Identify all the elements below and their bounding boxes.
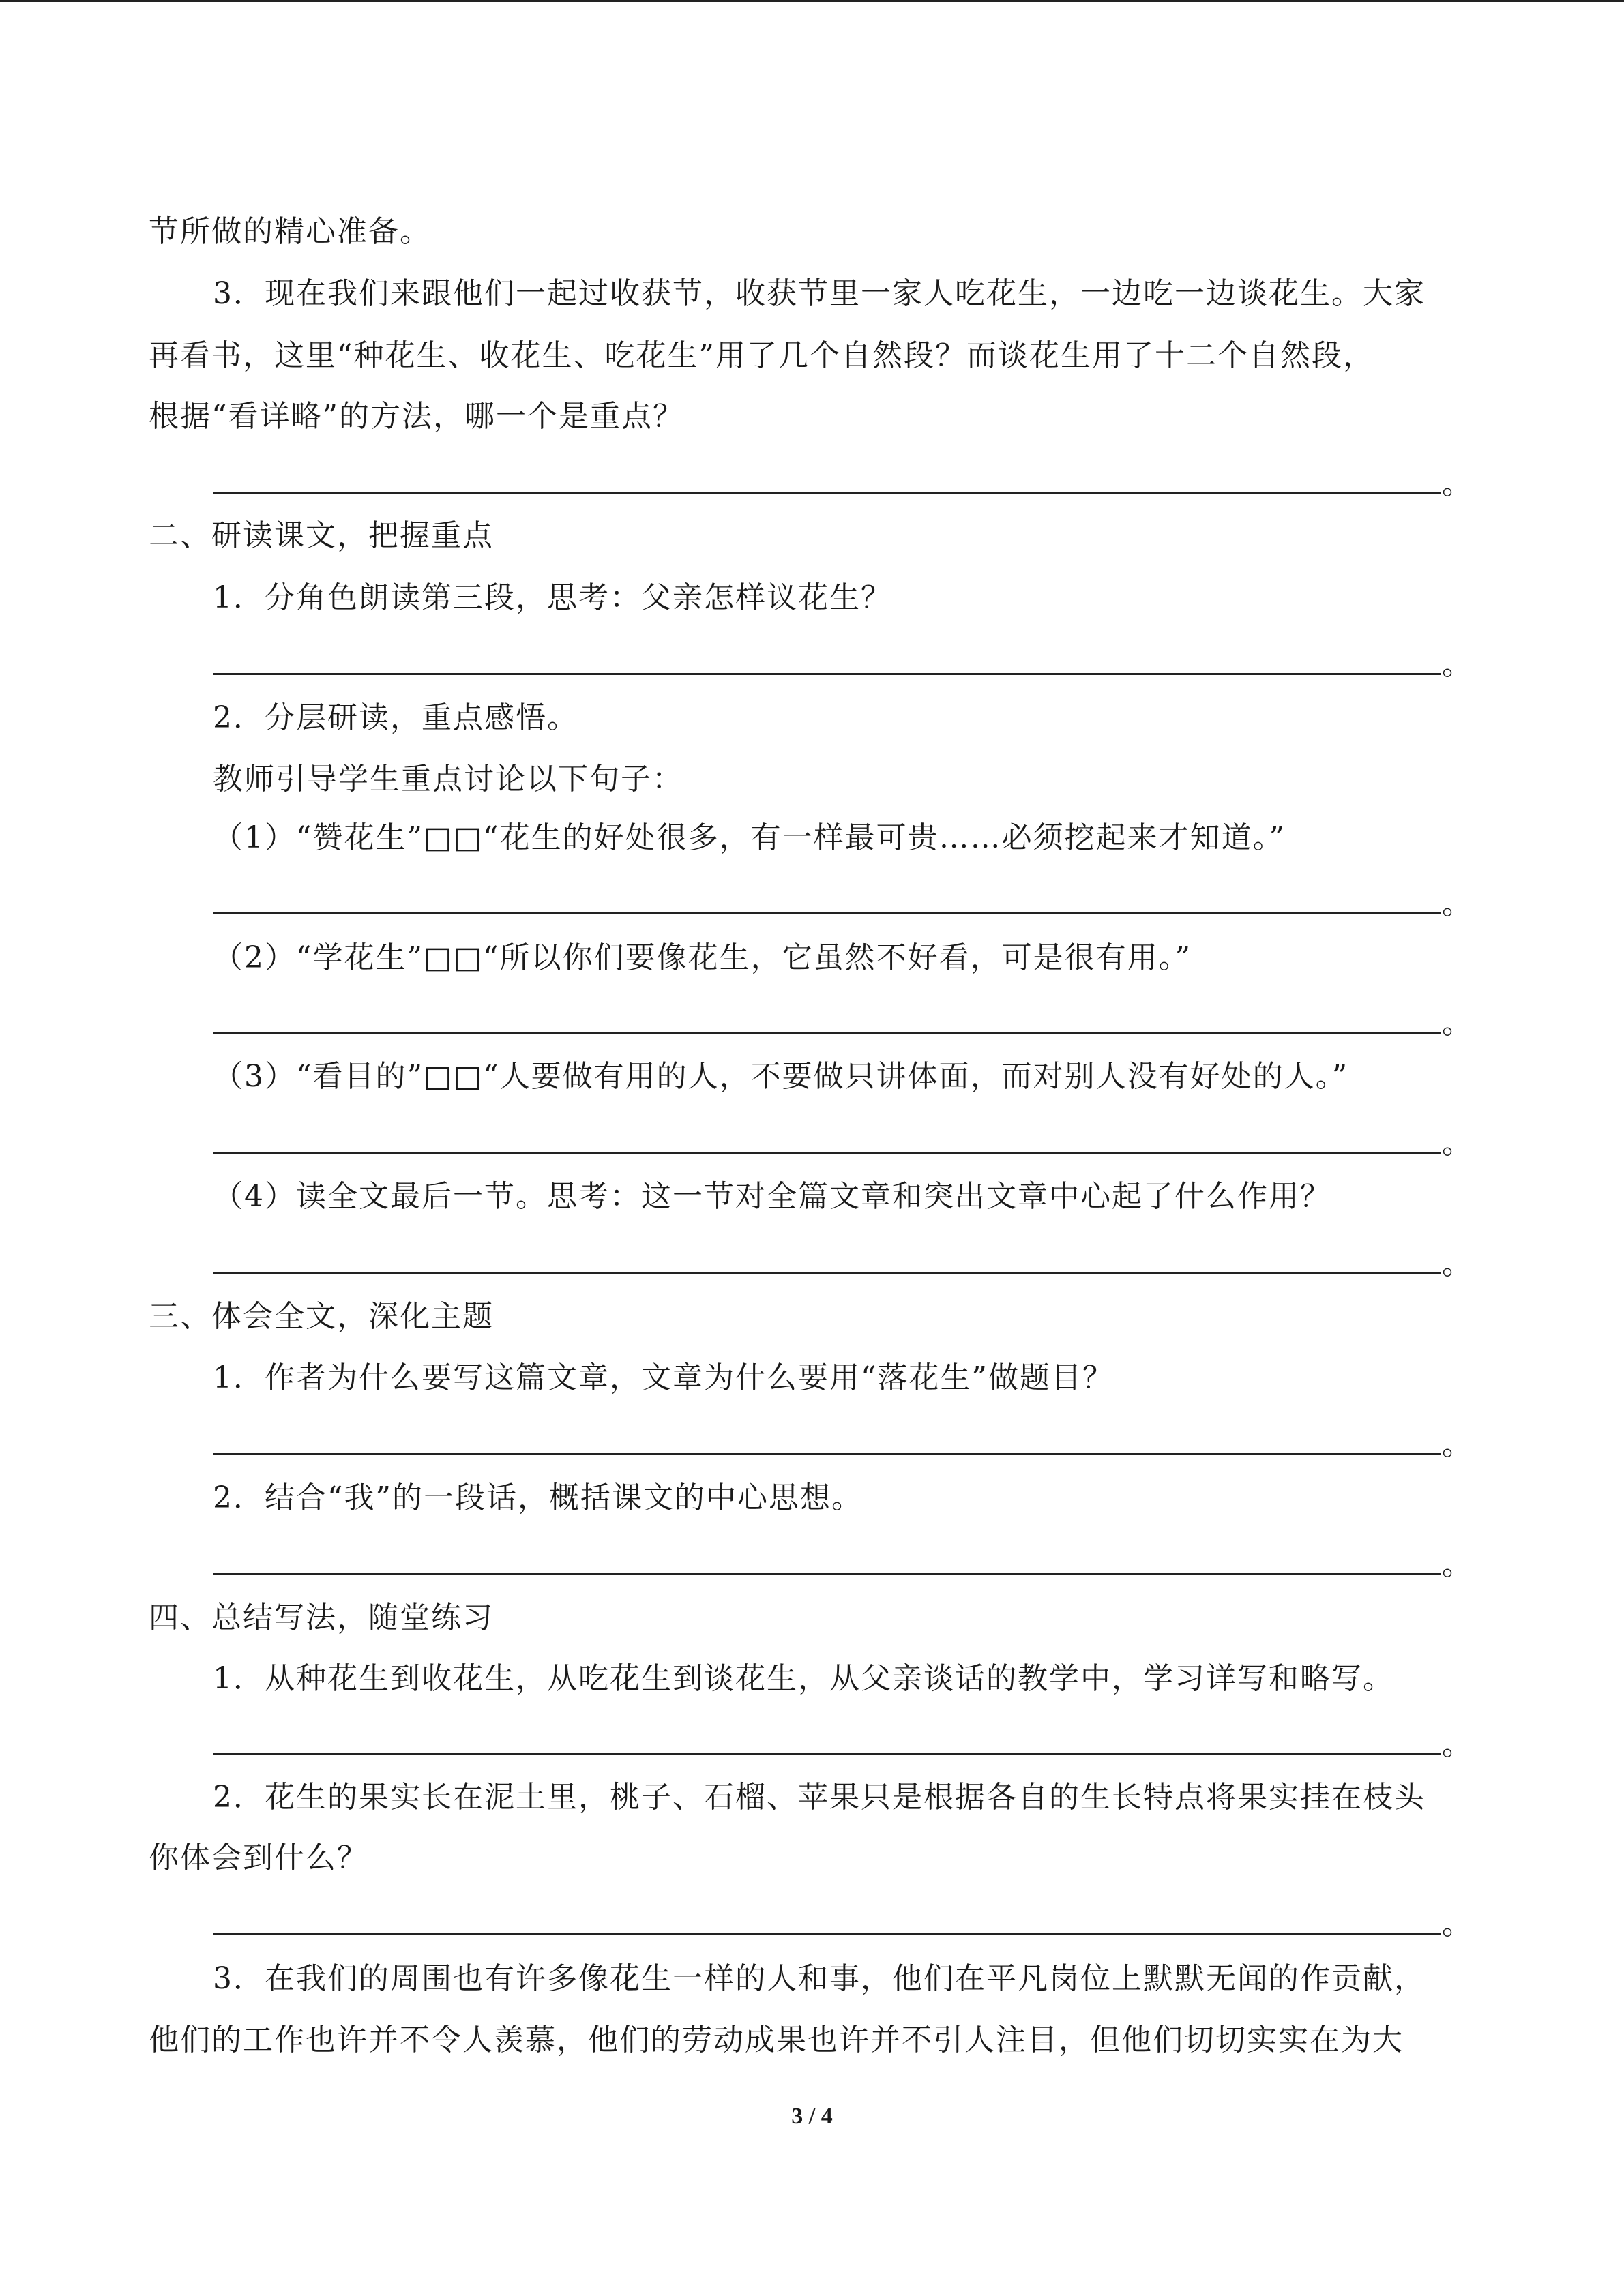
answer-blank[interactable] <box>213 673 1441 675</box>
top-border <box>0 0 1624 2</box>
text-line: （4）读全文最后一节。思考：这一节对全篇文章和突出文章中心起了什么作用？ <box>213 1179 1331 1214</box>
answer-blank[interactable] <box>213 912 1441 914</box>
text-line: 1．分角色朗读第三段，思考：父亲怎样议花生？ <box>213 580 892 615</box>
blank-period: 。 <box>1442 647 1472 682</box>
text-line: 根据“看详略”的方法，哪一个是重点？ <box>149 399 684 434</box>
text-line: 3．在我们的周围也有许多像花生一样的人和事，他们在平凡岗位上默默无闻的作贡献， <box>213 1961 1426 1996</box>
text-line: 教师引导学生重点讨论以下句子： <box>213 762 683 796</box>
blank-period: 。 <box>1442 1006 1472 1041</box>
blank-period: 。 <box>1442 1547 1472 1582</box>
section-heading: 三、体会全文，深化主题 <box>149 1299 494 1334</box>
answer-blank[interactable] <box>213 1272 1441 1274</box>
blank-period: 。 <box>1442 1126 1472 1161</box>
text-line: 节所做的精心准备。 <box>149 214 431 249</box>
answer-blank[interactable] <box>213 492 1441 494</box>
blank-period: 。 <box>1442 886 1472 921</box>
text-line: 3．现在我们来跟他们一起过收获节，收获节里一家人吃花生，一边吃一边谈花生。大家 <box>213 276 1426 311</box>
blank-period: 。 <box>1442 1907 1472 1941</box>
text-line: 1．作者为什么要写这篇文章，文章为什么要用“落花生”做题目？ <box>213 1360 1114 1395</box>
answer-blank[interactable] <box>213 1152 1441 1154</box>
answer-blank[interactable] <box>213 1933 1441 1935</box>
blank-period: 。 <box>1442 1247 1472 1281</box>
text-line: 再看书，这里“种花生、收花生、吃花生”用了几个自然段？而谈花生用了十二个自然段， <box>149 338 1374 373</box>
text-line: （1）“赞花生”□□“花生的好处很多，有一样最可贵……必须挖起来才知道。” <box>213 820 1286 855</box>
blank-period: 。 <box>1442 466 1472 501</box>
text-line: 2．分层研读，重点感悟。 <box>213 700 578 735</box>
answer-blank[interactable] <box>213 1032 1441 1034</box>
section-heading: 二、研读课文，把握重点 <box>149 518 494 553</box>
blank-period: 。 <box>1442 1427 1472 1462</box>
text-line: 2．花生的果实长在泥土里，桃子、石榴、苹果只是根据各自的生长特点将果实挂在枝头 <box>213 1780 1426 1815</box>
text-line: 你体会到什么？ <box>149 1840 368 1875</box>
text-line: （2）“学花生”□□“所以你们要像花生，它虽然不好看，可是很有用。” <box>213 940 1192 975</box>
blank-period: 。 <box>1442 1727 1472 1762</box>
text-line: 2．结合“我”的一段话，概括课文的中心思想。 <box>213 1480 863 1515</box>
page-number: 3 / 4 <box>791 2104 833 2129</box>
answer-blank[interactable] <box>213 1753 1441 1755</box>
text-line: 1．从种花生到收花生，从吃花生到谈花生，从父亲谈话的教学中，学习详写和略写。 <box>213 1661 1394 1696</box>
text-line: 他们的工作也许并不令人羡慕，他们的劳动成果也许并不引人注目，但他们切切实实在为大 <box>149 2023 1404 2057</box>
answer-blank[interactable] <box>213 1453 1441 1455</box>
section-heading: 四、总结写法，随堂练习 <box>149 1600 494 1635</box>
text-line: （3）“看目的”□□“人要做有用的人，不要做只讲体面，而对别人没有好处的人。” <box>213 1059 1349 1094</box>
answer-blank[interactable] <box>213 1573 1441 1575</box>
